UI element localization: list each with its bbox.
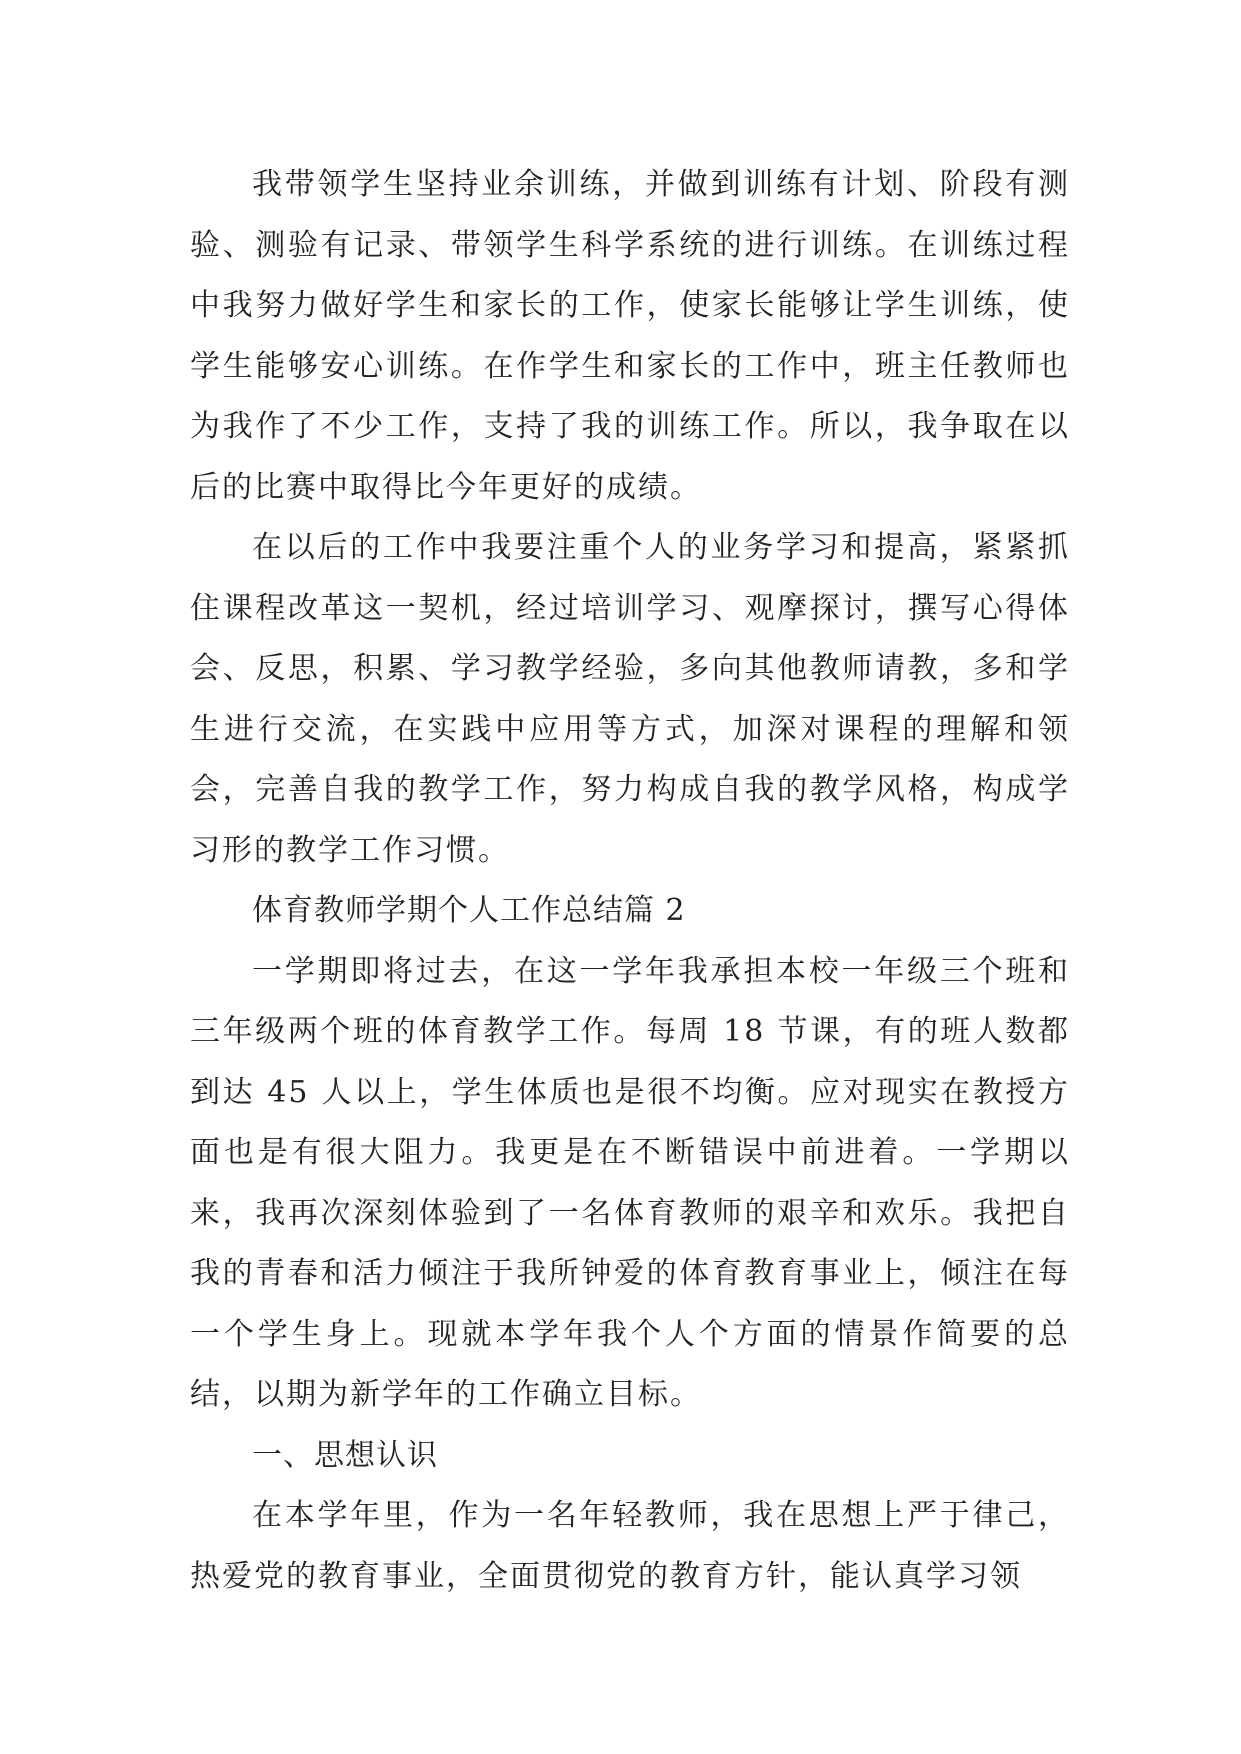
paragraph-ideology: 在本学年里，作为一名年轻教师，我在思想上严于律己，热爱党的教育事业，全面贯彻党的教育方针，能认真学习领 <box>190 1498 1070 1594</box>
section-heading-ideology: 一、思想认识 <box>252 1437 438 1473</box>
paragraph-future-work: 在以后的工作中我要注重个人的业务学习和提高，紧紧抓住课程改革这一契机，经过培训学习、观摩探讨，撰写心得体会、反思，积累、学习教学经验，多向其他教师请教，多和学生进行交流，在实践中应用等方式，加深对课程的理解和领会，完善自我的教学工作，努力构成自我的教学风格，构成学习形的教学工作习惯。 <box>190 530 1070 868</box>
document-body <box>190 155 1070 1607</box>
paragraph-training: 我带领学生坚持业余训练，并做到训练有计划、阶段有测验、测验有记录、带领学生科学系统的进行训练。在训练过程中我努力做好学生和家长的工作，使家长能够让学生训练，使学生能够安心训练。在作学生和家长的工作中，班主任教师也为我作了不少工作，支持了我的训练工作。所以，我争取在以后的比赛中取得比今年更好的成绩。 <box>190 167 1070 505</box>
section-title-part-2: 体育教师学期个人工作总结篇 2 <box>252 893 686 928</box>
paragraph-semester-intro: 一学期即将过去，在这一学年我承担本校一年级三个班和三年级两个班的体育教学工作。每周 18 节课，有的班人数都到达 45 人以上，学生体质也是很不均衡。应对现实在教授方面也是有很大阻力。我更是在不断错误中前进着。一学期以来，我再次深刻体验到了一名体育教师的艰辛和欢乐。我把自我的青春和活力倾注于我所钟爱的体育教育事业上，倾注在每一个学生身上。现就本学年我个人个方面的情景作简要的总结，以期为新学年的工作确立目标。 <box>190 953 1070 1412</box>
